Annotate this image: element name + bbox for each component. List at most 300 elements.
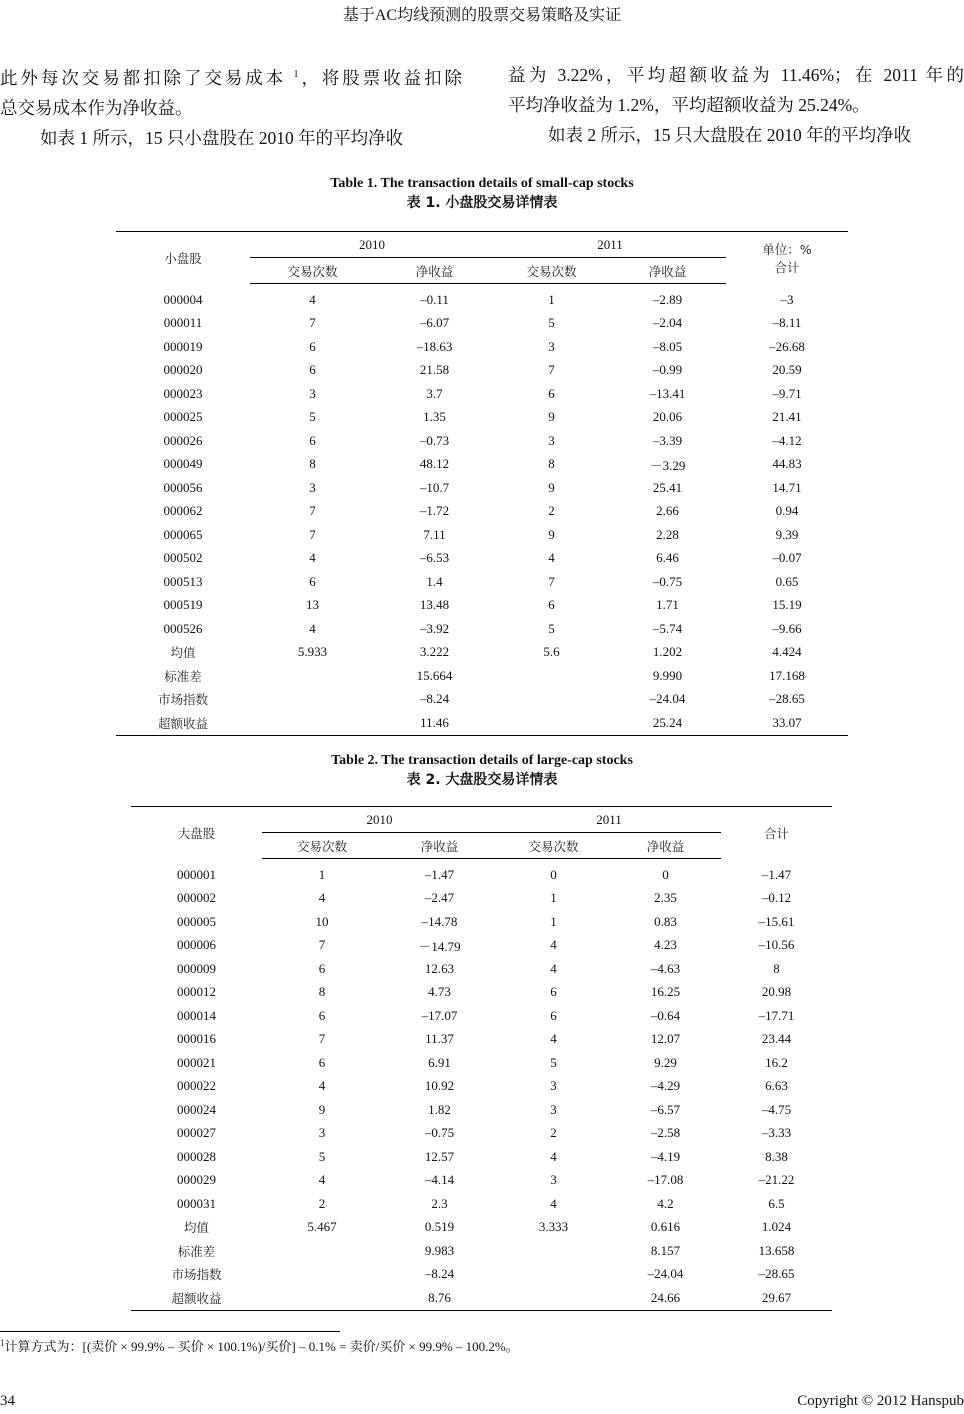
row-label: 000025 (163, 409, 203, 425)
cell: 9.983 (424, 1242, 455, 1258)
cell: 5.933 (297, 644, 328, 660)
caption-zh: 表 2. 大盘股交易详情表 (406, 772, 558, 788)
row-label: 市场指数 (171, 1267, 222, 1283)
cell: 4.424 (772, 644, 802, 660)
paragraph-line: 平均净收益为 1.2%，平均超额收益为 25.24%。 (508, 95, 870, 115)
cell: 6 (309, 338, 316, 354)
cell: –21.22 (758, 1172, 795, 1188)
cell: 2 (550, 1125, 557, 1141)
row-label: 超额收益 (116, 711, 250, 735)
cell: –24.04 (649, 691, 686, 707)
table-row (131, 1098, 832, 1122)
row-label: 000014 (177, 1007, 216, 1023)
cell: 4 (550, 1148, 557, 1164)
paragraph-line: 如表 1 所示，15 只小盘股在 2010 年的平均净收 (40, 128, 404, 148)
cell: 1.024 (761, 1219, 792, 1235)
cell: 6.5 (768, 1195, 785, 1211)
cell: 10.92 (424, 1078, 455, 1094)
paragraph-line: 如表 2 所示，15 只大盘股在 2010 年的平均净收 (548, 125, 912, 145)
cell: 0.65 (775, 573, 799, 589)
cell: 6 (318, 1007, 326, 1023)
table-row (116, 359, 848, 383)
table-row (116, 284, 848, 312)
cell: 6 (318, 960, 326, 976)
row-label: 000513 (163, 573, 203, 589)
cell: 9 (548, 526, 555, 542)
cell: –3.39 (652, 432, 683, 448)
sub-header: 交易次数 (497, 833, 610, 859)
running-head: 基于AC均线预测的股票交易策略及实证 (342, 7, 622, 24)
cell: 3 (550, 1078, 557, 1094)
cell: 7 (309, 503, 316, 519)
cell: 7 (548, 362, 555, 378)
cell: 7 (318, 1031, 326, 1047)
year-header: 2011 (497, 807, 721, 833)
cell: 4 (318, 890, 326, 906)
cell: 14.71 (772, 479, 802, 495)
table-row (116, 711, 848, 735)
cell: –6.53 (419, 550, 450, 566)
row-label: 000005 (177, 913, 216, 929)
cell: –6.07 (419, 315, 450, 331)
row-label: 000020 (163, 362, 203, 378)
row-label: 000016 (177, 1031, 216, 1047)
cell: –0.73 (419, 432, 450, 448)
cell: 3 (548, 432, 555, 448)
cell: 2 (548, 503, 555, 519)
cell: –0.11 (420, 291, 449, 307)
row-label: 000024 (177, 1101, 216, 1117)
cell: 4.23 (654, 937, 677, 953)
row-label: 均值 (170, 645, 196, 661)
row-label: 000009 (177, 960, 216, 976)
cell: –1.72 (419, 503, 450, 519)
cell: 1 (318, 866, 326, 882)
row-label: 000062 (163, 503, 203, 519)
cell: 4 (309, 291, 316, 307)
cell: 8.38 (765, 1148, 788, 1164)
cell: –0.75 (652, 573, 683, 589)
cell: –13.41 (649, 385, 686, 401)
cell (494, 711, 609, 735)
cell: 7 (318, 937, 326, 953)
cell: 0.83 (654, 913, 677, 929)
table-row (131, 1239, 832, 1263)
cell: 1 (550, 890, 557, 906)
cell: 6 (309, 362, 316, 378)
table-row (131, 1169, 832, 1193)
cell: 6 (309, 573, 316, 589)
cell: 0.519 (424, 1219, 455, 1235)
cell: –8.11 (772, 315, 802, 331)
table-row (116, 453, 848, 477)
cell: –17.07 (421, 1007, 458, 1023)
caption-zh: 表 1. 小盘股交易详情表 (406, 195, 558, 211)
paragraph-line: 益为 3.22%，平均超额收益为 11.46%；在 2011 年的 (508, 65, 964, 85)
cell (250, 688, 375, 712)
cell: 6.63 (765, 1078, 788, 1094)
cell: –0.64 (650, 1007, 681, 1023)
paragraph-line (0, 60, 462, 93)
cell: –10.7 (419, 479, 450, 495)
cell: 7 (309, 526, 316, 542)
cell: 4.2 (657, 1195, 674, 1211)
cell: 20.06 (652, 409, 683, 425)
cell: 7 (548, 573, 555, 589)
cell: 9 (548, 479, 555, 495)
cell: –3 (780, 291, 794, 307)
table-row (116, 641, 848, 665)
row-label: 000006 (177, 937, 216, 953)
cell: –6.57 (650, 1101, 681, 1117)
cell: –3.33 (761, 1125, 792, 1141)
row-label: 超额收益 (131, 1286, 262, 1310)
cell: 7 (309, 315, 316, 331)
cell: 5 (548, 315, 555, 331)
sub-header: 净收益 (375, 258, 494, 284)
cell: 1.202 (652, 644, 683, 660)
table-row (131, 1075, 832, 1099)
table-row (131, 1263, 832, 1287)
caption-en: Table 1. The transaction details of small-cap stocks (330, 176, 634, 191)
row-label: 000012 (177, 984, 216, 1000)
cell: –10.56 (758, 937, 795, 953)
cell: 5 (550, 1054, 557, 1070)
cell: 0.94 (775, 503, 799, 519)
cell: –0.12 (761, 890, 792, 906)
cell: 24.66 (610, 1286, 721, 1310)
cell: 16.2 (765, 1054, 788, 1070)
total-header: 合计 (721, 807, 832, 859)
table-row (131, 887, 832, 911)
cell: 8 (309, 456, 316, 472)
cell: 0 (550, 866, 557, 882)
cell: 5 (309, 409, 316, 425)
row-label: 市场指数 (157, 692, 208, 708)
table-row (131, 981, 832, 1005)
cell: －14.79 (418, 938, 461, 954)
cell: –8.24 (424, 1266, 455, 1282)
cell: 3 (309, 385, 316, 401)
table-row (116, 617, 848, 641)
table-row (116, 688, 848, 712)
cell: –8.24 (419, 691, 450, 707)
cell: 11.46 (375, 711, 494, 735)
table1 (116, 231, 848, 736)
row-label: 000028 (177, 1148, 216, 1164)
table2-caption (0, 753, 964, 789)
cell: 0 (662, 866, 669, 882)
cell: 33.07 (726, 711, 848, 735)
table-row (116, 382, 848, 406)
cell: 23.44 (761, 1031, 792, 1047)
row-label: 均值 (183, 1220, 209, 1236)
cell: 8 (318, 984, 326, 1000)
cell: 12.07 (650, 1031, 681, 1047)
cell: 4 (550, 960, 557, 976)
table-row (131, 1028, 832, 1052)
cell: 15.19 (772, 597, 802, 613)
row-label: 000526 (163, 620, 203, 636)
cell: 12.57 (424, 1148, 455, 1164)
cell: 6 (318, 1054, 326, 1070)
cell: –4.75 (761, 1101, 792, 1117)
row-label: 标准差 (177, 1243, 216, 1259)
cell: –28.65 (758, 1266, 795, 1282)
footnote-mark: 1 (0, 1338, 5, 1348)
cell: 13 (306, 597, 319, 613)
body-column-left (0, 60, 462, 153)
cell: –4.14 (424, 1172, 455, 1188)
row-header: 小盘股 (116, 232, 250, 284)
cell: 8.76 (382, 1286, 497, 1310)
cell: –4.63 (650, 960, 681, 976)
cell: 2.35 (654, 890, 677, 906)
cell: 3 (548, 338, 555, 354)
sub-header: 净收益 (610, 833, 721, 859)
table-row (131, 859, 832, 887)
footnote-divider (0, 1331, 340, 1332)
cell: 4 (309, 550, 316, 566)
cell: 9.990 (652, 667, 683, 683)
cell: 29.67 (721, 1286, 832, 1310)
cell: 1.82 (428, 1101, 451, 1117)
cell: –5.74 (652, 620, 683, 636)
cell: 4 (550, 1031, 557, 1047)
row-label: 000001 (177, 866, 216, 882)
cell: 44.83 (772, 456, 802, 472)
footnote-ref[interactable]: 1 (293, 69, 299, 80)
table-row (131, 910, 832, 934)
cell: 6.46 (656, 550, 679, 566)
cell: 16.25 (650, 984, 681, 1000)
cell: 4.73 (428, 984, 451, 1000)
cell: 8 (773, 960, 780, 976)
cell: 3 (550, 1172, 557, 1188)
cell (497, 1286, 610, 1310)
cell: 3 (318, 1125, 326, 1141)
cell: 6 (550, 984, 557, 1000)
cell: –9.66 (772, 620, 802, 636)
row-label: 000002 (177, 890, 216, 906)
cell: –1.47 (424, 866, 455, 882)
table-row (116, 500, 848, 524)
sub-header: 交易次数 (262, 833, 382, 859)
cell: 10 (315, 913, 329, 929)
cell (494, 688, 609, 712)
table-row (131, 1216, 832, 1240)
cell: 2.3 (431, 1195, 448, 1211)
page-number: 34 (0, 1393, 15, 1409)
footnote-text: 计算方式为：[(卖价 × 99.9% – 买价 × 100.1%)/买价] – 0.1% = 卖价/买价 × 99.9% – 100.2%。 (4, 1339, 519, 1354)
table-row (131, 1145, 832, 1169)
cell: 11.37 (425, 1031, 454, 1047)
cell: 17.168 (769, 667, 805, 683)
cell: 15.664 (416, 667, 453, 683)
cell: 6 (550, 1007, 557, 1023)
cell: 5.467 (307, 1219, 337, 1235)
cell: –4.29 (650, 1078, 681, 1094)
row-label: 标准差 (164, 668, 202, 684)
cell: 6 (548, 597, 555, 613)
cell: 13.658 (758, 1242, 795, 1258)
cell: 7.11 (423, 526, 446, 542)
cell: –15.61 (758, 913, 795, 929)
table1-caption (0, 176, 964, 212)
table-row (131, 1286, 832, 1310)
cell: 4 (550, 1195, 557, 1211)
cell: 0.616 (650, 1219, 681, 1235)
cell: 9.39 (775, 526, 799, 542)
row-label: 000011 (163, 315, 203, 331)
row-label: 000049 (163, 456, 203, 472)
cell (262, 1263, 382, 1287)
table-row (131, 1051, 832, 1075)
cell: –24.04 (647, 1266, 684, 1282)
cell (262, 1239, 382, 1263)
cell (262, 1286, 382, 1310)
cell: 3.7 (426, 385, 443, 401)
table-row (131, 934, 832, 958)
row-label: 000022 (177, 1078, 216, 1094)
cell: 20.59 (772, 362, 802, 378)
year-header: 2010 (262, 807, 497, 833)
table-row (116, 406, 848, 430)
cell: 2.28 (656, 526, 679, 542)
cell: 13.48 (419, 597, 450, 613)
cell: 21.58 (419, 362, 450, 378)
row-label: 000026 (163, 432, 203, 448)
table-row (131, 1192, 832, 1216)
cell: –2.58 (650, 1125, 681, 1141)
cell (497, 1239, 610, 1263)
cell: 4 (318, 1078, 326, 1094)
row-label: 000502 (163, 550, 203, 566)
sub-header: 交易次数 (250, 258, 375, 284)
text: 此外每次交易都扣除了交易成本 (0, 68, 287, 88)
cell: –4.19 (650, 1148, 681, 1164)
cell: 9.29 (654, 1054, 677, 1070)
row-label: 000023 (163, 385, 203, 401)
cell: 4 (309, 620, 316, 636)
sub-header: 交易次数 (494, 258, 609, 284)
table-row (116, 594, 848, 618)
cell: 3 (309, 479, 316, 495)
cell: 6.91 (428, 1054, 451, 1070)
cell: 1 (550, 913, 557, 929)
cell: –9.71 (772, 385, 802, 401)
cell (250, 664, 375, 688)
cell: 6 (309, 432, 316, 448)
cell (494, 664, 609, 688)
table2 (131, 806, 832, 1311)
cell: 9 (318, 1101, 326, 1117)
cell: 1.71 (656, 597, 679, 613)
table-row (116, 547, 848, 571)
cell: 12.63 (424, 960, 455, 976)
cell: –17.08 (647, 1172, 684, 1188)
table-row (131, 1004, 832, 1028)
row-label: 000021 (177, 1054, 216, 1070)
cell: –4.12 (772, 432, 802, 448)
text: ，将股票收益扣除 (298, 68, 463, 88)
table-row (116, 476, 848, 500)
cell: －3.29 (649, 457, 686, 473)
row-label: 000065 (163, 526, 203, 542)
table-row (116, 429, 848, 453)
cell: 8 (548, 456, 555, 472)
cell: 25.41 (652, 479, 683, 495)
row-label: 000519 (163, 597, 203, 613)
paragraph-line: 总交易成本作为净收益。 (0, 98, 193, 118)
unit-label: 单位：% (762, 241, 812, 257)
cell: –1.47 (761, 866, 792, 882)
sub-header: 净收益 (382, 833, 497, 859)
cell: 5 (548, 620, 555, 636)
cell: –2.89 (652, 291, 683, 307)
sub-header: 净收益 (609, 258, 726, 284)
cell: 48.12 (419, 456, 450, 472)
cell: 9 (548, 409, 555, 425)
cell: 20.98 (761, 984, 792, 1000)
table-row (131, 957, 832, 981)
cell: 4 (548, 550, 555, 566)
table-row (116, 312, 848, 336)
total-label: 合计 (774, 259, 800, 275)
cell: 2.66 (656, 503, 679, 519)
row-label: 000019 (163, 338, 203, 354)
total-header (726, 232, 848, 284)
cell: –17.71 (758, 1007, 795, 1023)
cell: 21.41 (772, 409, 802, 425)
year-header: 2011 (494, 232, 726, 258)
cell (250, 711, 375, 735)
cell: 6 (548, 385, 555, 401)
cell: –8.05 (652, 338, 683, 354)
cell: –2.47 (424, 890, 455, 906)
cell: 1 (548, 291, 555, 307)
cell: 2 (318, 1195, 326, 1211)
cell: 3.333 (538, 1219, 569, 1235)
row-header: 大盘股 (131, 807, 262, 859)
row-label: 000031 (177, 1195, 216, 1211)
cell: 3 (550, 1101, 557, 1117)
cell: –18.63 (416, 338, 453, 354)
cell: 5 (318, 1148, 326, 1164)
cell: 25.24 (609, 711, 726, 735)
body-column-right (508, 60, 964, 150)
caption-en: Table 2. The transaction details of large-cap stocks (331, 753, 633, 768)
footnote (0, 1336, 519, 1355)
row-label: 000029 (177, 1172, 216, 1188)
cell: –26.68 (769, 338, 805, 354)
cell: –0.75 (424, 1125, 455, 1141)
table-row (116, 335, 848, 359)
cell: 4 (550, 937, 557, 953)
table-row (116, 664, 848, 688)
cell: –2.04 (652, 315, 683, 331)
table-row (116, 523, 848, 547)
table-row (116, 570, 848, 594)
cell: –0.99 (652, 362, 683, 378)
cell (497, 1263, 610, 1287)
row-label: 000056 (163, 479, 203, 495)
row-label: 000027 (177, 1125, 216, 1141)
cell: 5.6 (543, 644, 560, 660)
cell: 8.157 (650, 1242, 681, 1258)
cell: –28.65 (769, 691, 805, 707)
row-label: 000004 (163, 291, 203, 307)
